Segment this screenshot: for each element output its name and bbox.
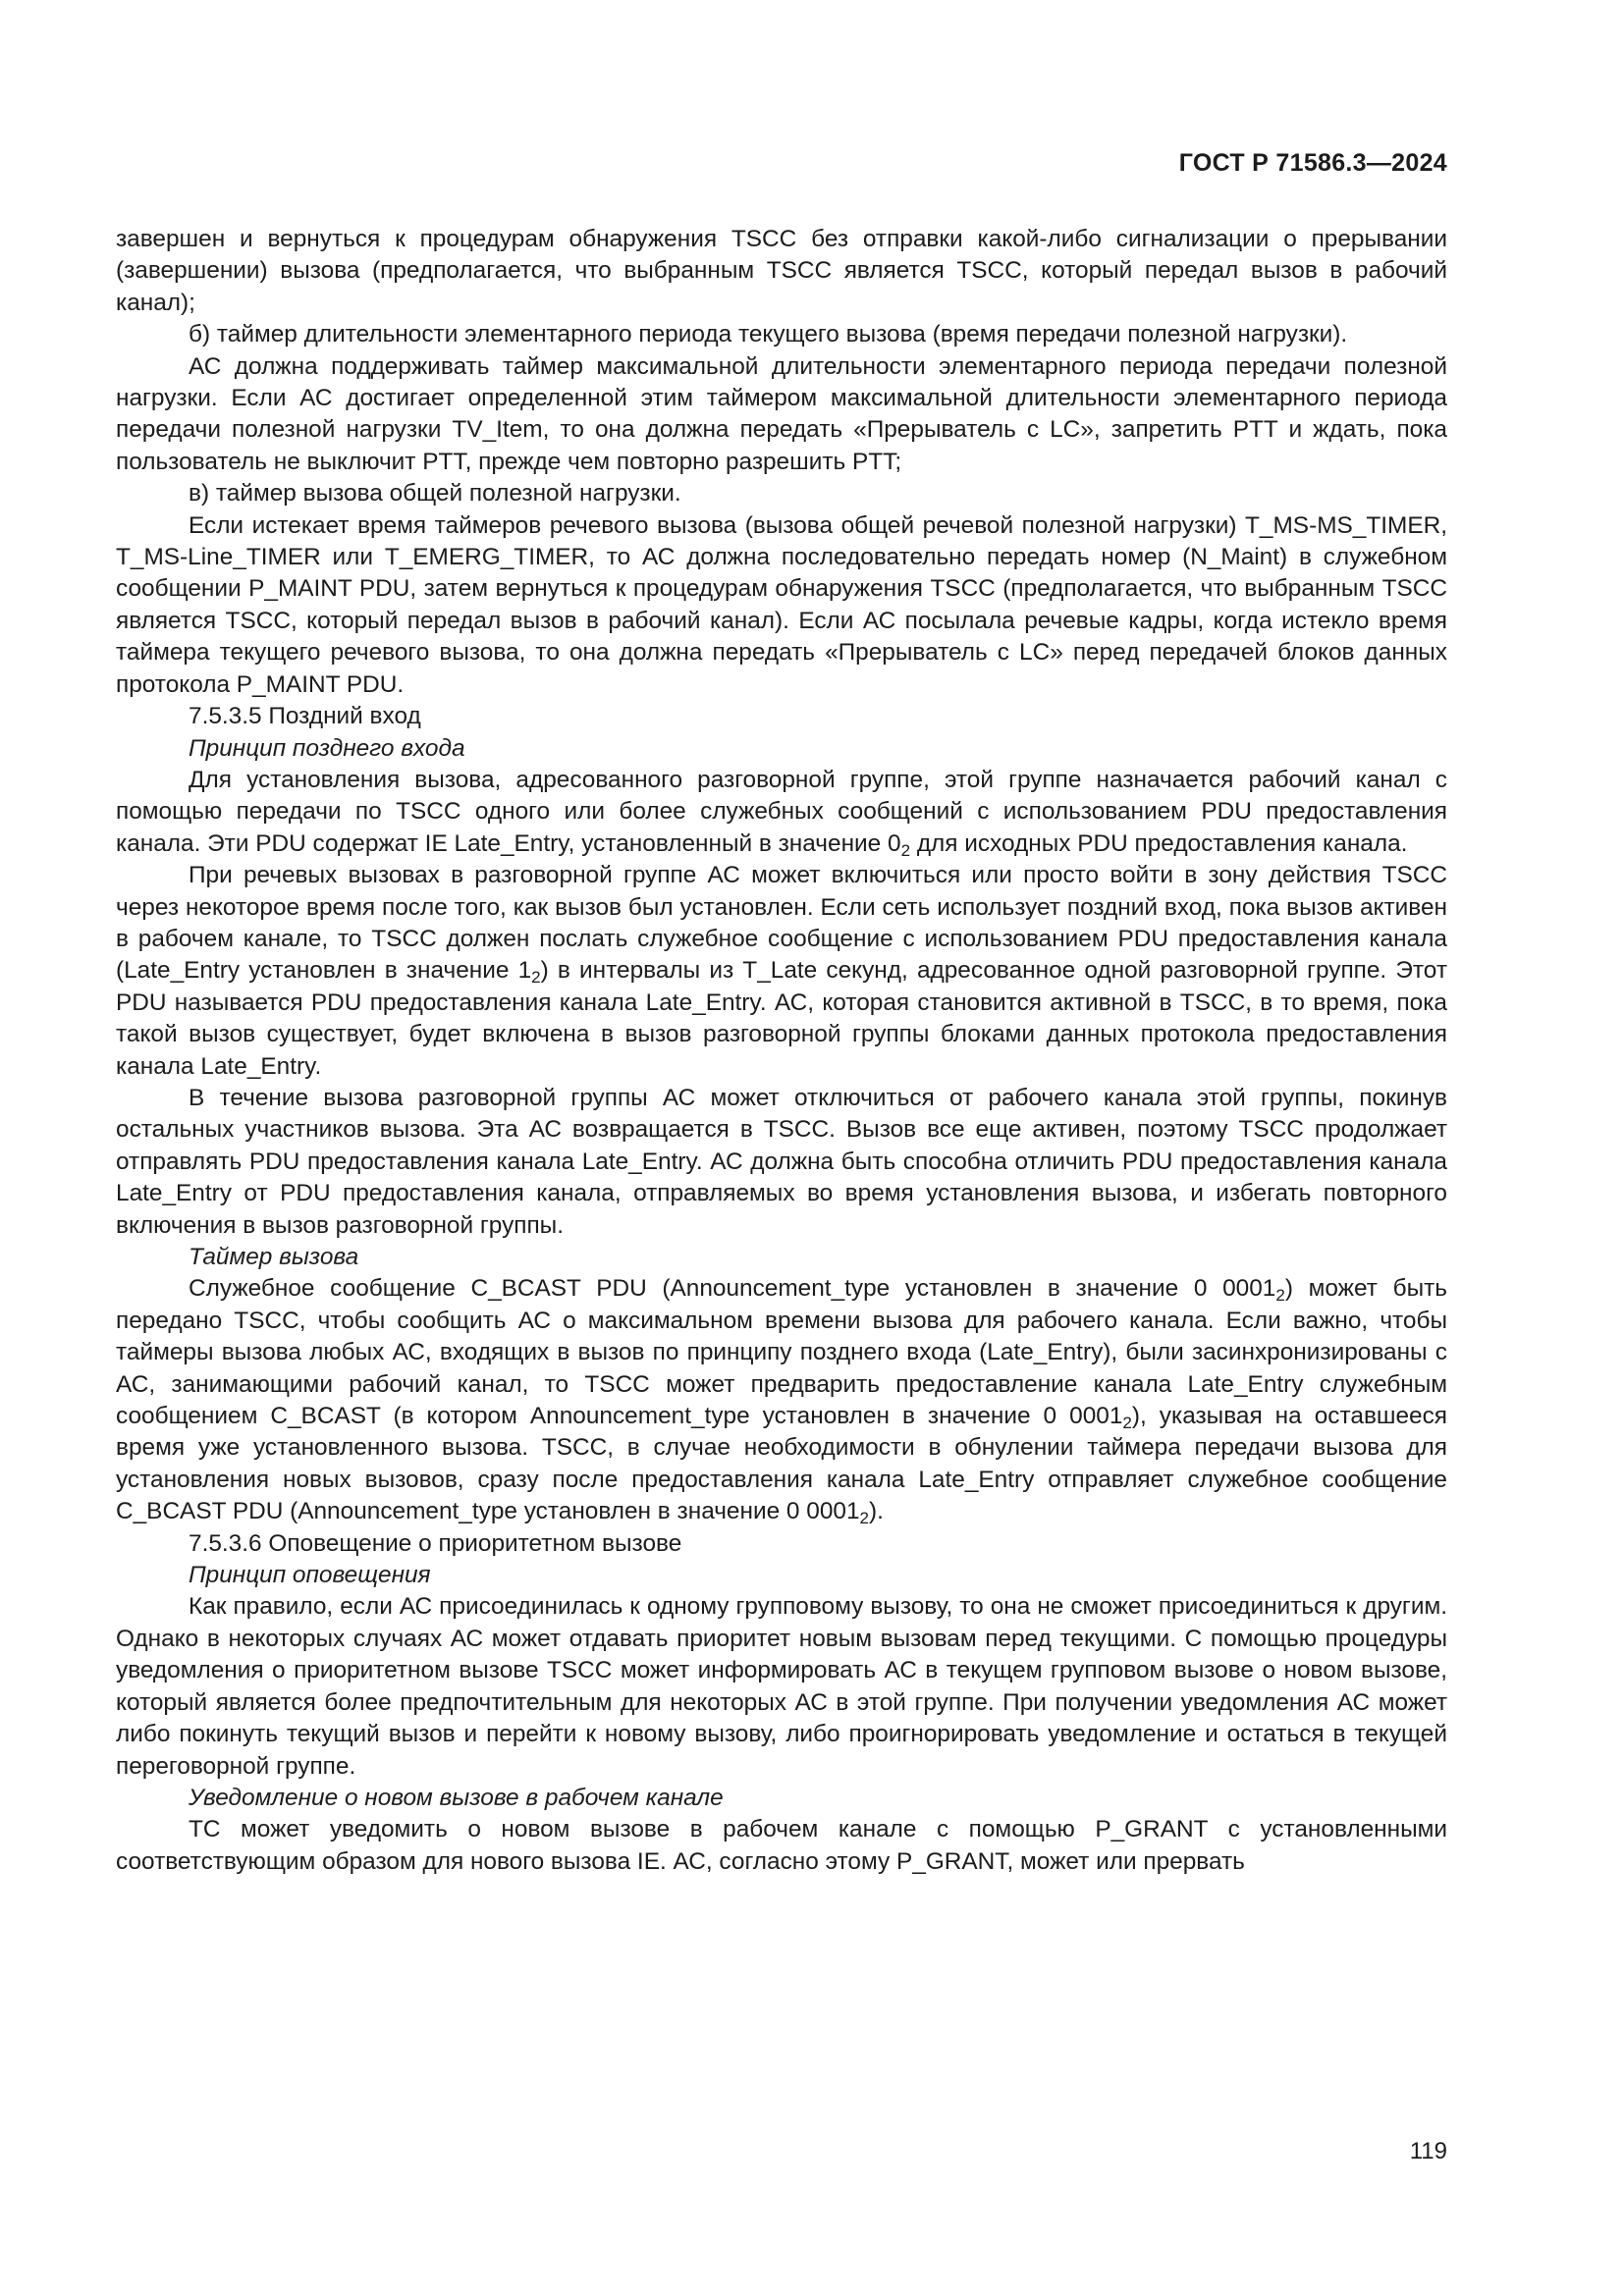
paragraph: б) таймер длительности элементарного периода текущего вызова (время передачи полезной нагрузки). [189, 321, 1348, 348]
subsection-heading: Принцип позднего входа [189, 734, 465, 762]
subsection-heading: Принцип оповещения [189, 1562, 431, 1589]
section-heading: 7.5.3.5 Поздний вход [189, 703, 421, 730]
subscript: 2 [859, 1509, 869, 1528]
paragraph: ТС может уведомить о новом вызове в рабочем канале с помощью P_GRANT с установленными соответствующим образом для нового вызова IE. АС, согласно этому P_GRANT, может или прервать [116, 1816, 1447, 1875]
paragraph: АС должна поддерживать таймер максимальной длительности элементарного периода передачи полезной нагрузки. Если АС достигает определенной этим таймером максимальной длительности элементарного периода передачи полезной нагрузки TV_Item, то она должна передать «Прерыватель с LC», запретить PTT и ждать, пока пользователь не выключит PTT, прежде чем повторно разрешить PTT; [116, 352, 1447, 475]
page-number: 119 [1409, 2138, 1447, 2164]
subscript: 2 [531, 968, 541, 988]
list-item: в) таймер вызова общей полезной нагрузки. [189, 480, 681, 507]
paragraph: Для установления вызова, адресованного разговорной группе, этой группе назначается рабочий канал с помощью передачи по TSCC одного или более служебных сообщений с использованием PDU предоставления канала. Эти PDU содержат IE Late_Entry, установленный в значение $0_2$ для исходных PDU предоставления канала. [116, 766, 1447, 860]
paragraph: Как правило, если АС присоединилась к одному групповому вызову, то она не сможет присоединиться к другим. Однако в некоторых случаях АС может отдавать приоритет новым вызовам перед текущими. С помощью процедуры уведомления о приоритетном вызове TSCC может информировать АС в текущем групповом вызове о новом вызове, который является более предпочтительным для некоторых АС в этой группе. При получении уведомления АС может либо покинуть текущий вызов и перейти к новому вызову, либо проигнорировать уведомление и остаться в текущей переговорной группе. [116, 1593, 1447, 1780]
subscript: 2 [1122, 1414, 1132, 1433]
section-heading: 7.5.3.6 Оповещение о приоритетном вызове [189, 1529, 682, 1557]
paragraph: При речевых вызовах в разговорной группе АС может включиться или просто войти в зону действия TSCC через некоторое время после того, как вызов был установлен. Если сеть использует поздний вход, пока вызов активен в рабочем канале, то TSCC должен послать служебное сообщение с использованием PDU предоставления канала (Late_Entry установлен в значение $1_2$) в интервалы из T_Late секунд, адресованное одной разговорной группе. Этот PDU называется PDU предоставления канала Late_Entry. АС, которая становится активной в TSCC, в то время, пока такой вызов существует, будет включена в вызов разговорной группы блоками данных протокола предоставления канала Late_Entry. [116, 862, 1447, 1080]
paragraph: Если истекает время таймеров речевого вызова (вызова общей речевой полезной нагрузки) T_MS-MS_TIMER, T_MS-Line_TIMER или T_EMERG_TIMER, то АС должна последовательно передать номер (N_Maint) в служебном сообщении P_MAINT PDU, затем вернуться к процедурам обнаружения TSCC (предполагается, что выбранным TSCC является TSCC, который передал вызов в рабочий канал). Если АС посылала речевые кадры, когда истекло время таймера текущего речевого вызова, то она должна передать «Прерыватель с LC» перед передачей блоков данных протокола P_MAINT PDU. [116, 511, 1447, 698]
subscript: 2 [900, 840, 911, 860]
document-body [116, 224, 1447, 1878]
standard-code-header: ГОСТ Р 71586.3—2024 [1178, 149, 1447, 177]
paragraph: В течение вызова разговорной группы АС может отключиться от рабочего канала этой группы, покинув остальных участников вызова. Эта АС возвращается в TSCC. Вызов все еще активен, поэтому TSCC продолжает отправлять PDU предоставления канала Late_Entry. АС должна быть способна отличить PDU предоставления канала Late_Entry от PDU предоставления канала, отправляемых во время установления вызова, и избегать повторного включения в вызов разговорной группы. [116, 1084, 1447, 1239]
paragraph: Служебное сообщение C_BCAST PDU (Announcement_type установлен в значение 0 $0001_2$) может быть передано TSCC, чтобы сообщить АС о максимальном времени вызова для рабочего канала. Если важно, чтобы таймеры вызова любых АС, входящих в вызов по принципу позднего входа (Late_Entry), были засинхронизированы с АС, занимающими рабочий канал, то TSCC может предварить предоставление канала Late_Entry служебным сообщением C_BCAST (в котором Announcement_type установлен в значение 0 $0001_2$), указывая на оставшееся время уже установленного вызова. TSCC, в случае необходимости в обнулении таймера передачи вызова для установления новых вызовов, сразу после предоставления канала Late_Entry отправляет служебное сообщение C_BCAST PDU (Announcement_type установлен в значение 0 $0001_2$). [116, 1275, 1448, 1528]
subscript: 2 [1275, 1286, 1285, 1306]
subsection-heading: Уведомление о новом вызове в рабочем канале [189, 1784, 724, 1811]
subsection-heading: Таймер вызова [189, 1244, 359, 1270]
paragraph: завершен и вернуться к процедурам обнаружения TSCC без отправки какой-либо сигнализации о прерывании (завершении) вызова (предполагается, что выбранным TSCC является TSCC, который передал вызов в рабочий канал); [116, 226, 1447, 316]
